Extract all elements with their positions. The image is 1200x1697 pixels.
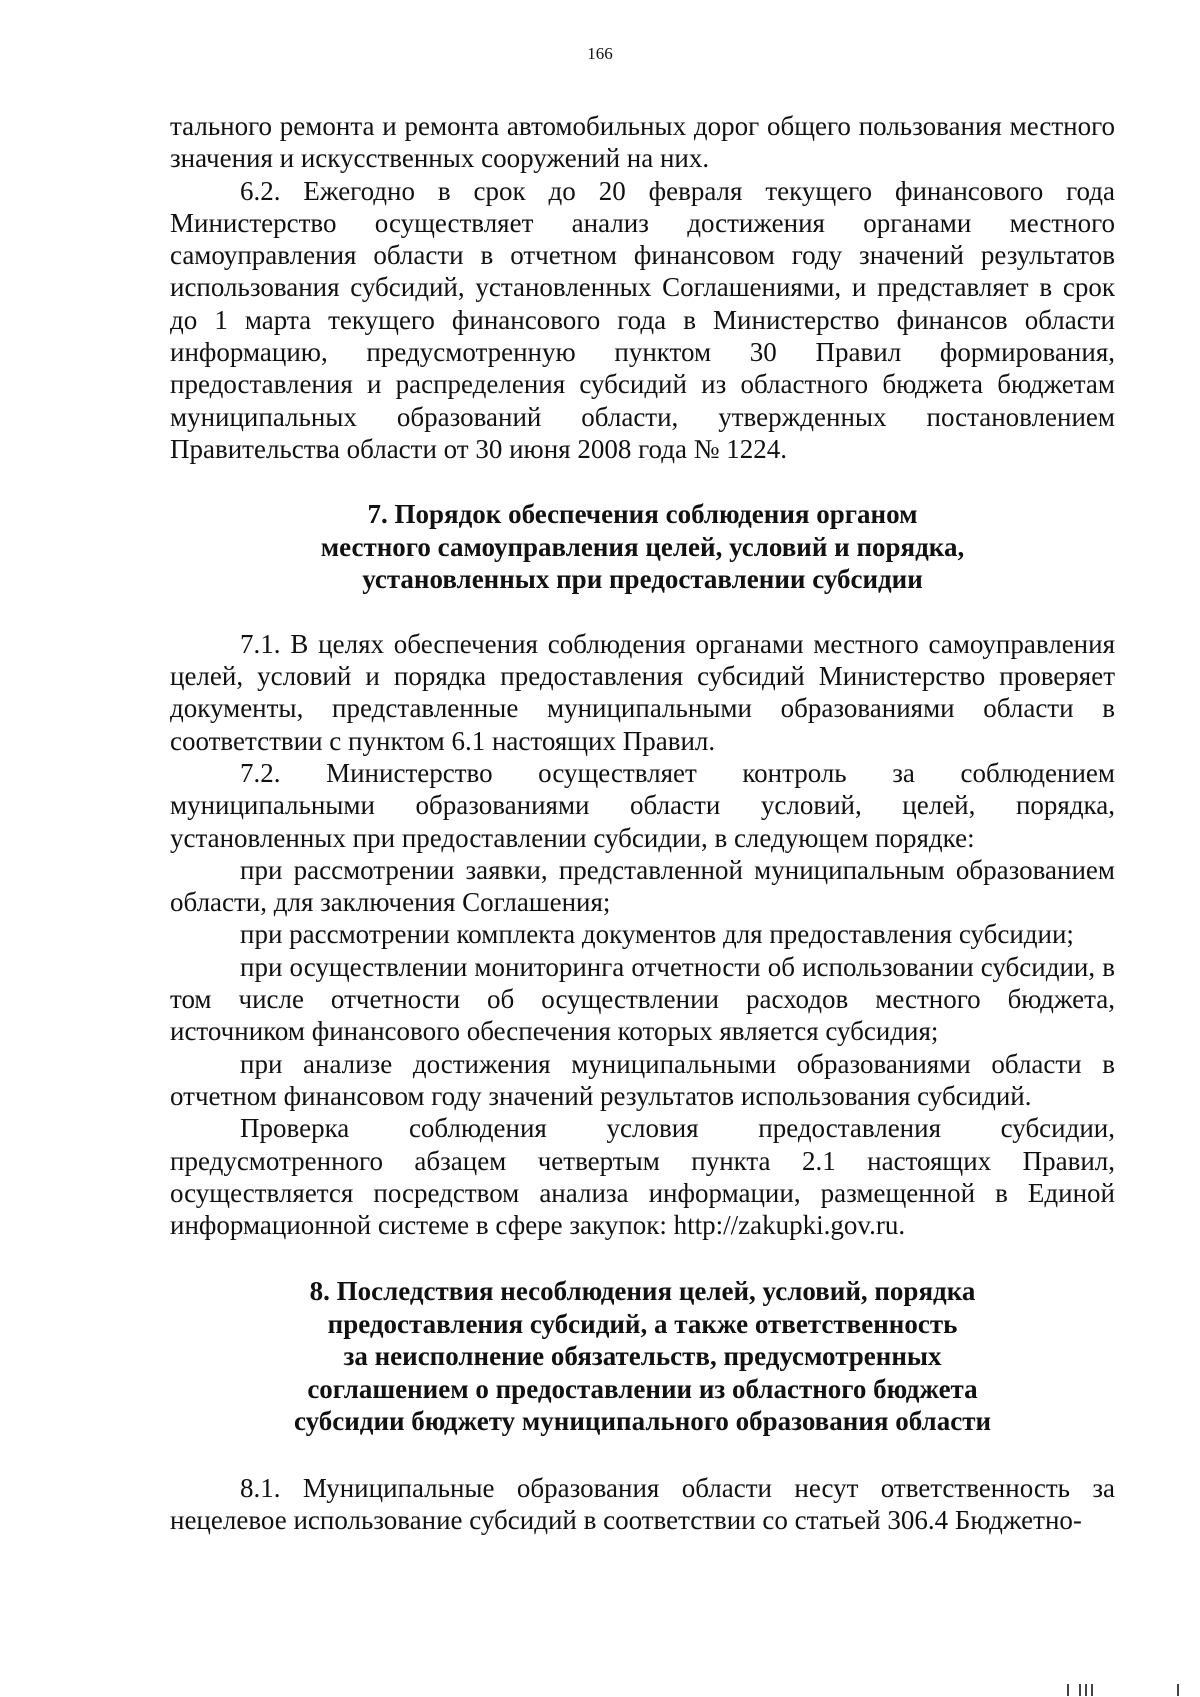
section-7-heading-line: 7. Порядок обеспечения соблюдения органом — [367, 499, 918, 530]
section-8-heading-line: за неисполнение обязательств, предусмотренных — [343, 1341, 942, 1372]
scan-mark — [1177, 1684, 1179, 1696]
paragraph-6-2: 6.2. Ежегодно в срок до 20 февраля текущего финансового года Министерство осуществляет анализ достижения органами местного самоуправления области в отчетном финансовом году значений результатов использования субсидий, установленных Соглашениями, и представляет в срок до 1 марта текущего финансового года в Министерство финансов области информацию, предусмотренную пунктом 30 Правил формирования, предоставления и распределения субсидий из областного бюджета бюджетам муниципальных образований области, утвержденных постановлением Правительства области от 30 июня 2008 года № 1224. — [170, 175, 1115, 464]
paragraph-continuation: тального ремонта и ремонта автомобильных дорог общего пользования местного значения и искусственных сооружений на них. — [170, 111, 1115, 174]
scan-mark — [1085, 1684, 1087, 1696]
page-number: 166 — [587, 44, 613, 63]
section-7-heading — [170, 498, 1115, 596]
paragraph-8-1: 8.1. Муниципальные образования области несут ответственность за нецелевое использование субсидий в соответствии со статьей 306.4 Бюджетно- — [170, 1472, 1115, 1536]
section-8-heading-line: субсидии бюджету муниципального образования области — [293, 1406, 992, 1437]
scan-margin-marks — [1065, 1684, 1185, 1696]
paragraph-7-2: 7.2. Министерство осуществляет контроль за соблюдением муниципальными образованиями области условий, целей, порядка, установленных при предоставлении субсидии, в следующем порядке: — [170, 757, 1115, 853]
list-item-application-review: при рассмотрении заявки, представленной муниципальным образованием области, для заключения Соглашения; — [170, 854, 1115, 918]
paragraph-procurement-check: Проверка соблюдения условия предоставления субсидии, предусмотренного абзацем четвертым пункта 2.1 настоящих Правил, осуществляется посредством анализа информации, размещенной в Единой информационной системе в сфере закупок: http://zakupki.gov.ru. — [170, 1113, 1115, 1241]
section-7-heading-line: местного самоуправления целей, условий и порядка, — [320, 531, 965, 562]
paragraph-7-1: 7.1. В целях обеспечения соблюдения органами местного самоуправления целей, условий и порядка предоставления субсидий Министерство проверяет документы, представленные муниципальными образованиями области в соответствии с пунктом 6.1 настоящих Правил. — [170, 628, 1115, 756]
section-8-heading — [170, 1275, 1115, 1438]
section-8-heading-line: 8. Последствия несоблюдения целей, условий, порядка — [309, 1276, 976, 1307]
list-item-results-analysis: при анализе достижения муниципальными образованиями области в отчетном финансовом году значений результатов использования субсидий. — [170, 1048, 1115, 1111]
scan-mark — [1091, 1684, 1093, 1696]
section-8-heading-line: соглашением о предоставлении из областного бюджета — [307, 1373, 978, 1404]
document-body — [170, 110, 1115, 1537]
scan-mark — [1079, 1684, 1081, 1696]
section-7-heading-line: установленных при предоставлении субсидии — [362, 564, 923, 595]
list-item-reporting-monitoring: при осуществлении мониторинга отчетности об использовании субсидии, в том числе отчетности об осуществлении расходов местного бюджета, источником финансового обеспечения которых является субсидия; — [170, 951, 1115, 1047]
list-item-documents-review: при рассмотрении комплекта документов для предоставления субсидии; — [240, 919, 1074, 950]
section-8-heading-line: предоставления субсидий, а также ответственность — [327, 1308, 958, 1339]
scan-mark — [1067, 1684, 1069, 1696]
